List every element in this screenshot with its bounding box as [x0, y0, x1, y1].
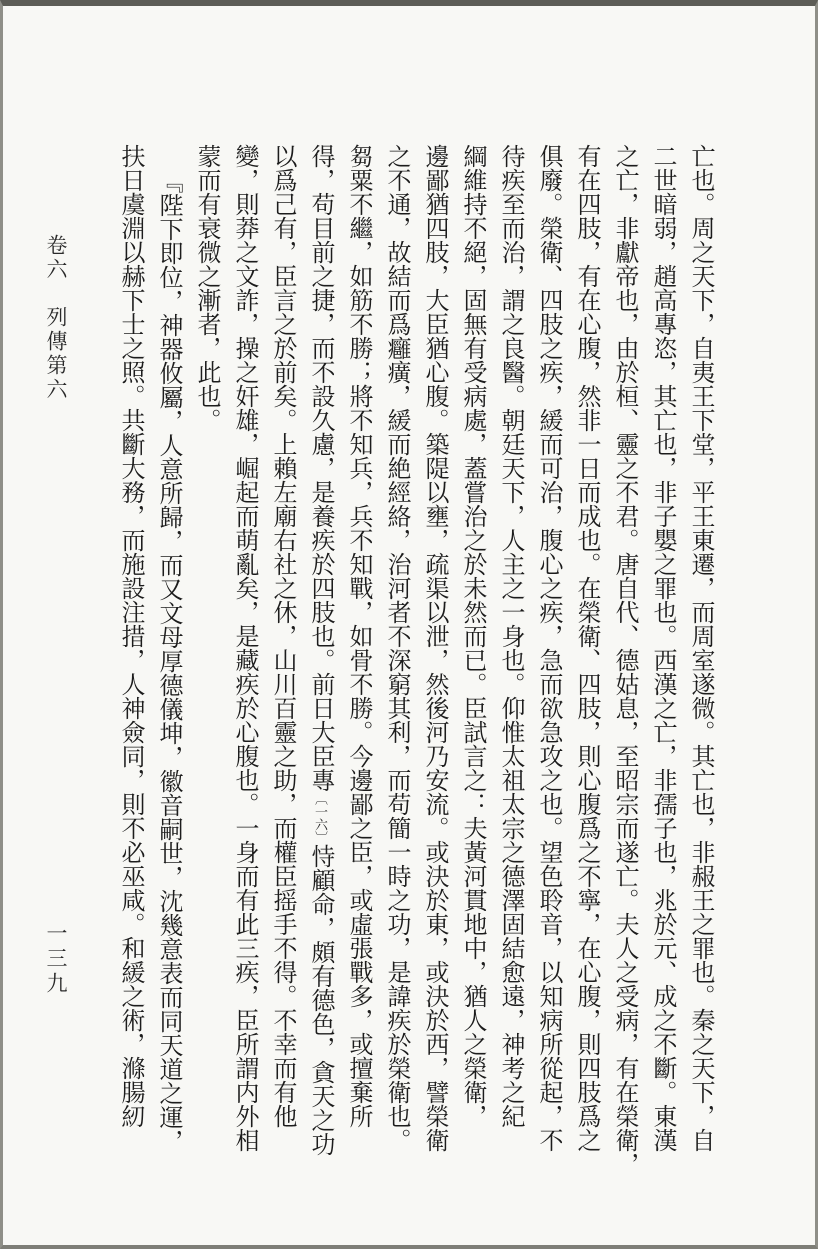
text-column-1: 亡也。周之天下，自夷王下堂，平王東遷，而周室遂微。其亡也，非赧王之罪也。秦之天下，自	[687, 144, 713, 1152]
text-column-13: 變，則莽之文詐，操之奸雄，崛起而萌亂矣，是藏疾於心腹也。一身而有此三疾，臣所謂内外相	[231, 144, 257, 1152]
main-text	[111, 144, 719, 1176]
text-column-7: 綱維持不絕，固無有受病處，蓋嘗治之於未然而已。臣試言之：夫黃河貫地中，猶人之榮衛，	[459, 144, 485, 1128]
text-column-16: 扶日虞淵以赫下士之照。共斷大務，而施設注措，人神僉同，則不必巫咸。和緩之術，滌腸紉	[117, 144, 143, 1128]
text-column-10: 芻粟不繼，如筋不勝；將不知兵，兵不知戰，如骨不勝。今邊鄙之臣，或虛張戰多，或擅棄所	[345, 144, 371, 1128]
text-column-15: 『陛下即位，神器攸屬，人意所歸，而又文母厚德儀坤，徽音嗣世，沈幾意表而同天道之運，	[155, 169, 181, 1153]
text-column-11: 得，苟目前之捷，而不設久慮，是養疾於四肢也。前日大臣專〔一六〕恃顧命，頗有德色，貪天之功	[307, 144, 333, 1156]
text-column-9: 之不通，故結而爲癰癀，緩而絶經絡，治河者不深窮其利，而苟簡一時之功，是諱疾於榮衛也。	[383, 144, 409, 1152]
text-column-4: 有在四肢，有在心腹，然非一日而成也。在榮衛、四肢，則心腹爲之不寧，在心腹，則四肢爲之	[573, 144, 599, 1152]
text-column-3: 之亡，非獻帝也，由於桓、靈之不君。唐自代、德姑息，至昭宗而遂亡。夫人之受病，有在榮衛，	[611, 144, 637, 1176]
text-column-2: 二世暗弱，趙高專恣，其亡也，非子嬰之罪也。西漢之亡，非孺子也，兆於元、成之不斷。東漢	[649, 144, 675, 1152]
text-column-8: 邊鄙猶四肢，大臣猶心腹。築隄以壅，疏渠以泄，然後河乃安流。或決於東，或決於西，譬榮衛	[421, 144, 447, 1152]
page-number: 一三九	[44, 922, 68, 997]
text-column-14: 蒙而有衰微之漸者，此也。	[193, 144, 219, 432]
text-column-5: 俱廢。榮衛、四肢之疾，緩而可治，腹心之疾，急而欲急攻之也。望色聆音，以知病所從起，不	[535, 144, 561, 1152]
text-column-6: 待疾至而治，謂之良醫。朝廷天下，人主之一身也。仰惟太祖太宗之德澤固結愈遠，神考之紀	[497, 144, 523, 1128]
note-marker: 〔一六〕	[313, 792, 328, 844]
volume-header: 卷六 列傳第六	[44, 234, 68, 402]
text-column-12: 以爲己有，臣言之於前矣。上賴左廟右社之休，山川百靈之助，而權臣摇手不得。不幸而有他	[269, 144, 295, 1128]
